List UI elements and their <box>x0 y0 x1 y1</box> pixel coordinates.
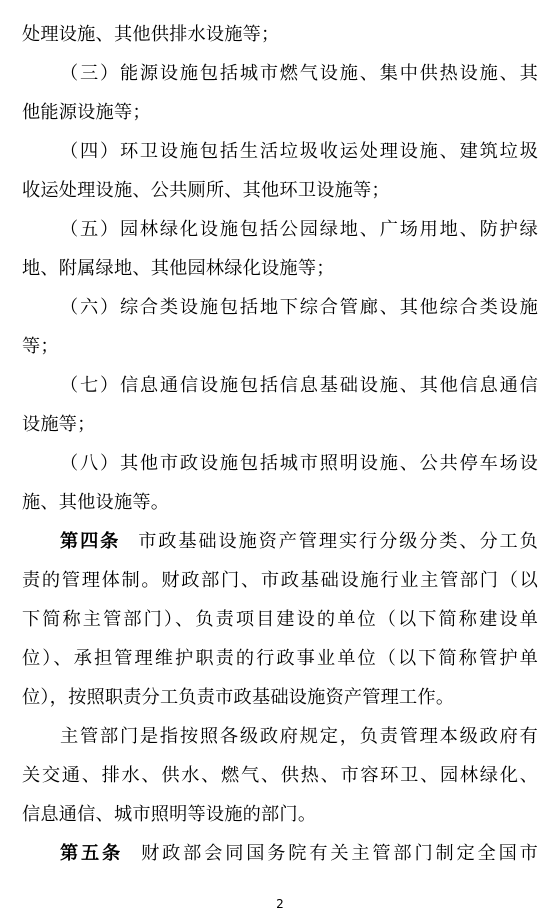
text-line-16: 下简称主管部门）、负责项目建设的单位（以下简称建设单 <box>22 609 538 630</box>
article-5-heading: 第五条 <box>60 843 124 864</box>
text-line-5: 收运处理设施、公共厕所、其他环卫设施等； <box>22 180 390 201</box>
text-line-9: 等； <box>22 336 59 357</box>
text-line-4: （四）环卫设施包括生活垃圾收运处理设施、建筑垃圾 <box>60 141 538 162</box>
text-line-7: 地、附属绿地、其他园林绿化设施等； <box>22 258 335 279</box>
article-4-heading: 第四条 <box>60 531 121 552</box>
text-line-12: （八）其他市政设施包括城市照明设施、公共停车场设 <box>60 453 538 474</box>
text-line-6: （五）园林绿化设施包括公园绿地、广场用地、防护绿 <box>60 219 538 240</box>
text-line-1: 处理设施、其他供排水设施等； <box>22 24 280 45</box>
article-5-line <box>60 841 538 867</box>
text-line-15: 责的管理体制。财政部门、市政基础设施行业主管部门（以 <box>22 570 538 591</box>
article-4-line <box>60 529 538 555</box>
text-line-3: 他能源设施等； <box>22 102 151 123</box>
text-line-8: （六）综合类设施包括地下综合管廊、其他综合类设施 <box>60 297 538 318</box>
text-line-2: （三）能源设施包括城市燃气设施、集中供热设施、其 <box>60 63 538 84</box>
text-line-10: （七）信息通信设施包括信息基础设施、其他信息通信 <box>60 375 538 396</box>
text-line-17: 位）、承担管理维护职责的行政事业单位（以下简称管护单 <box>22 648 538 669</box>
text-line-21: 信息通信、城市照明等设施的部门。 <box>22 804 317 825</box>
article-5-text: 财政部会同国务院有关主管部门制定全国市 <box>141 843 538 864</box>
text-line-11: 设施等； <box>22 414 96 435</box>
page-number: 2 <box>276 897 284 911</box>
text-line-18: 位），按照职责分工负责市政基础设施资产管理工作。 <box>22 687 455 708</box>
article-4-text: 市政基础设施资产管理实行分级分类、分工负 <box>138 531 538 552</box>
text-line-13: 施、其他设施等。 <box>22 492 170 513</box>
text-line-20: 关交通、排水、供水、燃气、供热、市容环卫、园林绿化、 <box>22 765 538 786</box>
text-line-19: 主管部门是指按照各级政府规定，负责管理本级政府有 <box>60 726 538 747</box>
